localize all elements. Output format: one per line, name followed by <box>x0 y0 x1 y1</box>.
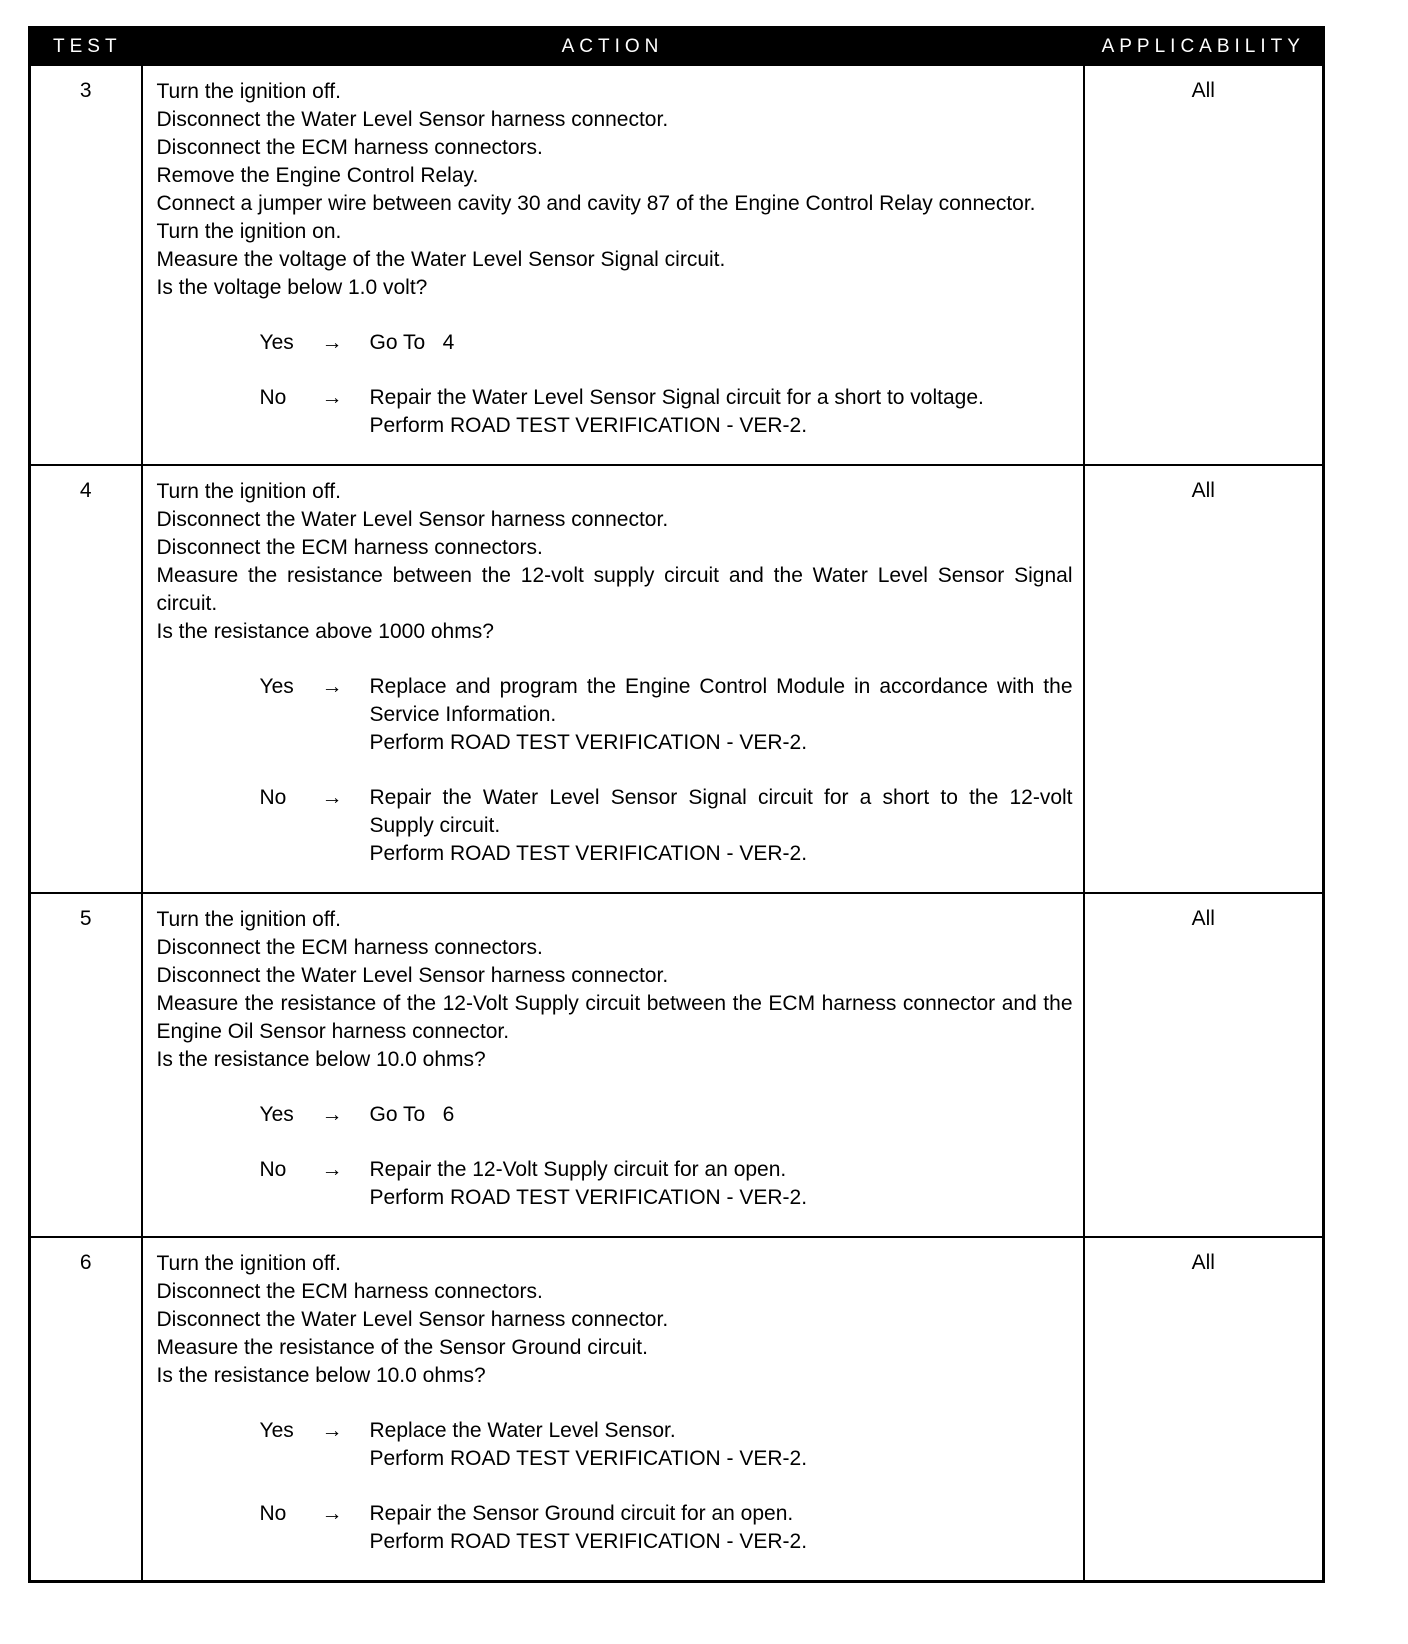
branch-line: Perform ROAD TEST VERIFICATION - VER-2. <box>369 731 808 754</box>
branch-yes <box>157 329 1073 357</box>
test-number: 4 <box>79 479 92 502</box>
branch-label: Yes <box>259 1103 294 1126</box>
test-number-cell <box>30 1237 142 1582</box>
applicability-value: All <box>1191 1251 1215 1274</box>
action-step: Turn the ignition off. <box>156 908 341 931</box>
arrow-right-icon: → <box>321 331 343 354</box>
branch-no <box>157 1500 1073 1556</box>
branch-yes <box>157 673 1073 757</box>
action-step: Disconnect the Water Level Sensor harness connector. <box>156 1308 669 1331</box>
arrow-right-icon: → <box>321 1419 343 1442</box>
branch-line: Perform ROAD TEST VERIFICATION - VER-2. <box>369 1530 808 1553</box>
applicability-cell <box>1084 1237 1324 1582</box>
branch-label: No <box>259 386 287 409</box>
action-cell <box>142 893 1084 1237</box>
test-number: 5 <box>79 907 92 930</box>
arrow-right-icon: → <box>321 1103 343 1126</box>
branch-text <box>370 1156 1073 1212</box>
branch-label: No <box>259 786 287 809</box>
action-steps <box>157 78 1073 302</box>
branch-no <box>157 784 1073 868</box>
branch-yes <box>157 1417 1073 1473</box>
action-step: Disconnect the ECM harness connectors. <box>156 1280 543 1303</box>
action-step: Is the resistance below 10.0 ohms? <box>156 1048 486 1071</box>
action-step: Is the resistance above 1000 ohms? <box>156 620 494 643</box>
arrow-right-icon: → <box>321 1158 343 1181</box>
branches <box>157 1101 1073 1212</box>
action-step: Disconnect the Water Level Sensor harness connector. <box>156 508 669 531</box>
branch-line: Perform ROAD TEST VERIFICATION - VER-2. <box>369 1186 808 1209</box>
branch-line: Replace and program the Engine Control Module in accordance with the Service Information. <box>369 675 1073 726</box>
test-row <box>30 465 1324 893</box>
applicability-value: All <box>1191 479 1215 502</box>
branches <box>157 673 1073 868</box>
branch-line: Go To 4 <box>369 331 455 354</box>
branch-label: Yes <box>259 1419 294 1442</box>
table-header-row <box>30 28 1324 66</box>
branch-text <box>370 784 1073 868</box>
column-header-test: TEST <box>30 28 142 66</box>
branch-label: Yes <box>259 675 294 698</box>
action-step: Measure the resistance of the 12-Volt Supply circuit between the ECM harness connector and the Engine Oil Sensor harness connector. <box>156 992 1073 1043</box>
action-step: Is the voltage below 1.0 volt? <box>156 276 428 299</box>
applicability-value: All <box>1191 907 1215 930</box>
branch-text <box>370 673 1073 757</box>
action-step: Is the resistance below 10.0 ohms? <box>156 1364 486 1387</box>
arrow-right-icon: → <box>321 386 343 409</box>
action-cell <box>142 465 1084 893</box>
branch-label: No <box>259 1502 287 1525</box>
test-row <box>30 1237 1324 1582</box>
applicability-value: All <box>1191 79 1215 102</box>
column-header-applicability: APPLICABILITY <box>1084 28 1324 66</box>
test-number: 3 <box>79 79 92 102</box>
branch-text <box>370 1101 1073 1129</box>
arrow-right-icon: → <box>321 1502 343 1525</box>
action-step: Disconnect the Water Level Sensor harness connector. <box>156 108 669 131</box>
action-step: Disconnect the ECM harness connectors. <box>156 136 543 159</box>
applicability-cell <box>1084 65 1324 465</box>
column-header-action: ACTION <box>142 28 1084 66</box>
branch-no <box>157 384 1073 440</box>
action-step: Disconnect the ECM harness connectors. <box>156 536 543 559</box>
action-step: Turn the ignition on. <box>156 220 342 243</box>
branch-label: Yes <box>259 331 294 354</box>
arrow-right-icon: → <box>321 675 343 698</box>
branch-line: Go To 6 <box>369 1103 455 1126</box>
action-steps <box>157 906 1073 1074</box>
action-steps <box>157 1250 1073 1390</box>
branch-line: Perform ROAD TEST VERIFICATION - VER-2. <box>369 1447 808 1470</box>
test-number-cell <box>30 465 142 893</box>
branch-line: Perform ROAD TEST VERIFICATION - VER-2. <box>369 414 808 437</box>
test-number-cell <box>30 893 142 1237</box>
action-step: Turn the ignition off. <box>156 480 341 503</box>
action-step: Remove the Engine Control Relay. <box>156 164 479 187</box>
action-step: Measure the resistance between the 12-volt supply circuit and the Water Level Sensor Signal circuit. <box>156 564 1073 615</box>
branch-label: No <box>259 1158 287 1181</box>
action-steps <box>157 478 1073 646</box>
branch-line: Repair the Sensor Ground circuit for an open. <box>369 1502 794 1525</box>
action-cell <box>142 1237 1084 1582</box>
branch-line: Repair the 12-Volt Supply circuit for an open. <box>369 1158 787 1181</box>
action-step: Measure the resistance of the Sensor Ground circuit. <box>156 1336 648 1359</box>
branch-text <box>370 1417 1073 1473</box>
action-cell <box>142 65 1084 465</box>
action-step: Turn the ignition off. <box>156 1252 341 1275</box>
test-number: 6 <box>79 1251 92 1274</box>
applicability-cell <box>1084 893 1324 1237</box>
branches <box>157 1417 1073 1556</box>
action-step: Disconnect the Water Level Sensor harness connector. <box>156 964 669 987</box>
diagnostic-test-table <box>28 26 1325 1583</box>
branch-text <box>370 1500 1073 1556</box>
action-step: Disconnect the ECM harness connectors. <box>156 936 543 959</box>
branches <box>157 329 1073 440</box>
branch-line: Repair the Water Level Sensor Signal circuit for a short to the 12-volt Supply circuit. <box>369 786 1073 837</box>
branch-line: Repair the Water Level Sensor Signal circuit for a short to voltage. <box>369 386 984 409</box>
action-step: Measure the voltage of the Water Level Sensor Signal circuit. <box>156 248 726 271</box>
branch-text <box>370 384 1073 440</box>
test-row <box>30 893 1324 1237</box>
applicability-cell <box>1084 465 1324 893</box>
branch-text <box>370 329 1073 357</box>
action-step: Connect a jumper wire between cavity 30 and cavity 87 of the Engine Control Relay connector. <box>156 192 1036 215</box>
branch-line: Replace the Water Level Sensor. <box>369 1419 676 1442</box>
branch-no <box>157 1156 1073 1212</box>
test-row <box>30 65 1324 465</box>
action-step: Turn the ignition off. <box>156 80 341 103</box>
table-body <box>30 65 1324 1582</box>
test-number-cell <box>30 65 142 465</box>
branch-line: Perform ROAD TEST VERIFICATION - VER-2. <box>369 842 808 865</box>
branch-yes <box>157 1101 1073 1129</box>
arrow-right-icon: → <box>321 786 343 809</box>
